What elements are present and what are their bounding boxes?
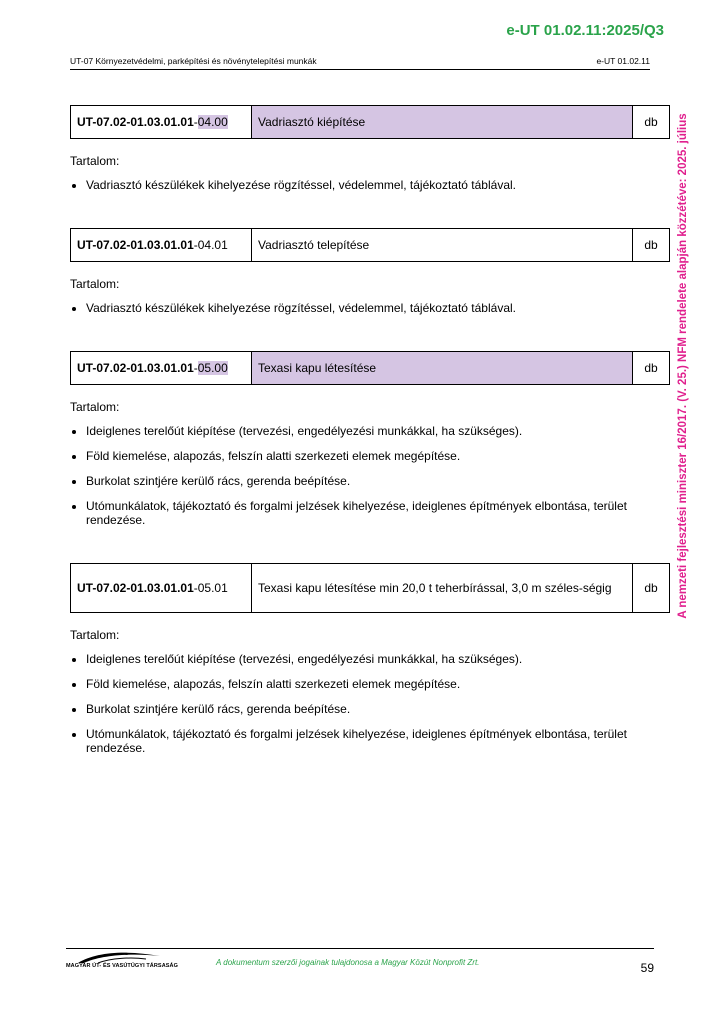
item-code: UT-07.02-01.03.01.01-05.01 [71, 564, 252, 613]
content-label: Tartalom: [70, 400, 120, 414]
item-title: Vadriasztó telepítése [252, 229, 633, 262]
logo-text: MAGYAR ÚT- ÉS VASÚTÜGYI TÁRSASÁG [66, 963, 178, 969]
item-unit: db [633, 352, 670, 385]
list-item: • Utómunkálatok, tájékoztató és forgalmi jelzések kihelyezése, ideiglenes építmények elbontása, terület rendezése. [86, 727, 670, 755]
item-code-suffix: 04.00 [197, 115, 228, 129]
item-code-suffix: 05.00 [197, 361, 228, 375]
section-texasi-kapu-20t [70, 563, 670, 755]
content-list [70, 652, 670, 755]
list-item: • Föld kiemelése, alapozás, felszín alatti szerkezeti elemek megépítése. [86, 449, 670, 463]
item-title: Texasi kapu létesítése [252, 352, 633, 385]
list-item: • Vadriasztó készülékek kihelyezése rögzítéssel, védelemmel, tájékoztató táblával. [86, 178, 670, 192]
item-code-prefix: UT-07.02-01.03.01.01 [77, 361, 194, 375]
item-code-suffix: 04.01 [197, 238, 228, 252]
item-unit: db [633, 106, 670, 139]
item-header-table [70, 228, 670, 262]
list-item: • Ideiglenes terelőút kiépítése (tervezési, engedélyezési munkákkal, ha szükséges). [86, 652, 670, 666]
item-code-prefix: UT-07.02-01.03.01.01 [77, 238, 194, 252]
item-title: Texasi kapu létesítése min 20,0 t teherbírással, 3,0 m széles-ségig [252, 564, 633, 613]
list-item: • Utómunkálatok, tájékoztató és forgalmi jelzések kihelyezése, ideiglenes építmények elbontása, terület rendezése. [86, 499, 670, 527]
content-list [70, 424, 670, 527]
running-header-left: UT-07 Környezetvédelmi, parképítési és növénytelepítési munkák [70, 56, 317, 66]
list-item: • Burkolat szintjére kerülő rács, gerenda beépítése. [86, 474, 670, 488]
item-header-table [70, 351, 670, 385]
item-unit: db [633, 229, 670, 262]
item-code: UT-07.02-01.03.01.01-04.01 [71, 229, 252, 262]
item-unit: db [633, 564, 670, 613]
document-id: e-UT 01.02.11:2025/Q3 [506, 22, 664, 39]
list-item: • Föld kiemelése, alapozás, felszín alatti szerkezeti elemek megépítése. [86, 677, 670, 691]
item-header-table [70, 563, 670, 613]
footer-divider [66, 948, 654, 949]
running-header-right: e-UT 01.02.11 [596, 56, 650, 66]
content-label: Tartalom: [70, 628, 120, 642]
item-code-suffix: 05.01 [197, 581, 228, 595]
company-logo [66, 950, 178, 974]
item-title: Vadriasztó kiépítése [252, 106, 633, 139]
road-logo-icon [76, 950, 162, 964]
page-number: 59 [640, 961, 654, 975]
item-header-table [70, 105, 670, 139]
item-code: UT-07.02-01.03.01.01-04.00 [71, 106, 252, 139]
publication-side-note: A nemzeti fejlesztési miniszter 16/2017. (V. 25.) NFM rendelete alapján közzétéve: 2025. július [677, 113, 689, 619]
content-list [70, 301, 670, 315]
content-label: Tartalom: [70, 277, 120, 291]
section-texasi-kapu-letesitese [70, 351, 670, 527]
page-content [70, 105, 670, 781]
content-label: Tartalom: [70, 154, 120, 168]
running-header [70, 56, 650, 70]
section-vadriaszto-telepitese [70, 228, 670, 315]
item-code: UT-07.02-01.03.01.01-05.00 [71, 352, 252, 385]
content-list [70, 178, 670, 192]
item-code-prefix: UT-07.02-01.03.01.01 [77, 581, 194, 595]
copyright-notice: A dokumentum szerzői jogainak tulajdonosa a Magyar Közút Nonprofit Zrt. [216, 958, 480, 967]
section-vadriaszto-kiepitese [70, 105, 670, 192]
list-item: • Vadriasztó készülékek kihelyezése rögzítéssel, védelemmel, tájékoztató táblával. [86, 301, 670, 315]
list-item: • Ideiglenes terelőút kiépítése (tervezési, engedélyezési munkákkal, ha szükséges). [86, 424, 670, 438]
item-code-prefix: UT-07.02-01.03.01.01 [77, 115, 194, 129]
list-item: • Burkolat szintjére kerülő rács, gerenda beépítése. [86, 702, 670, 716]
